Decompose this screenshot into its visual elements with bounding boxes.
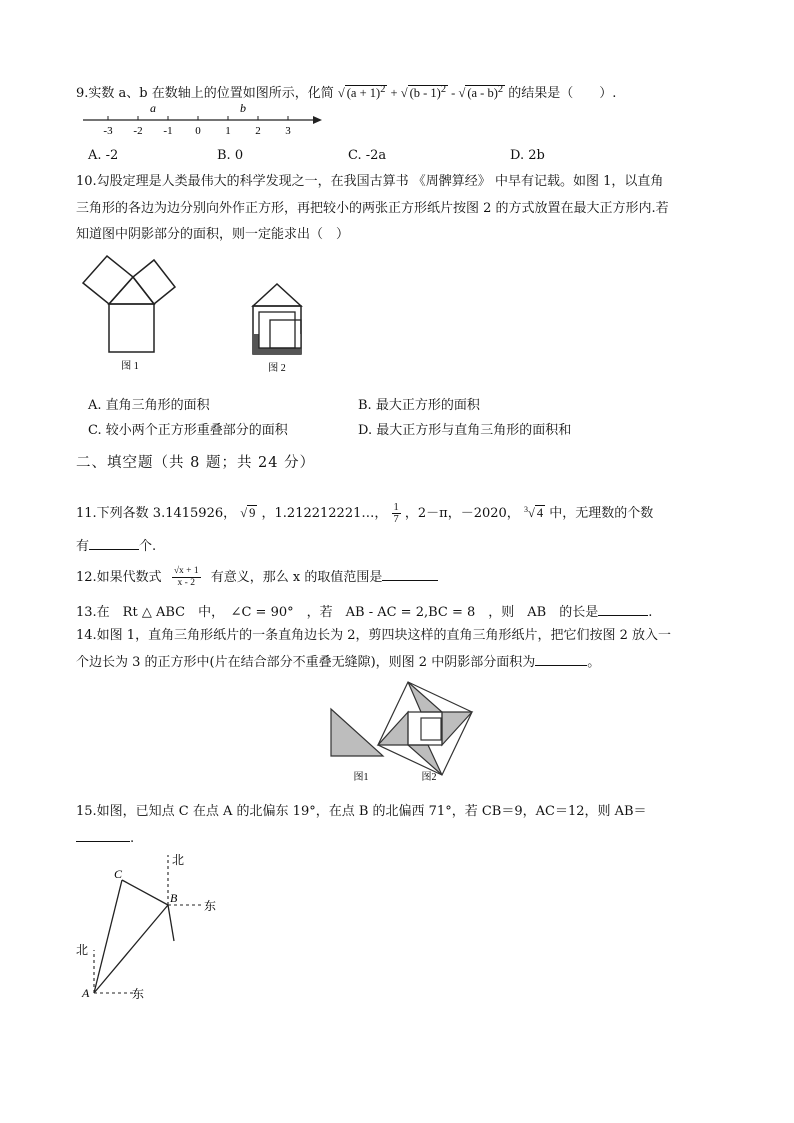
right-triangle [109,277,154,304]
q9-radicand-2: (b - 1)$^2$ [409,84,447,101]
label-east-b: 东 [204,899,217,913]
q13-line: 13.在 Rt △ ABC 中， ∠C = 90° ，若 AB - AC = 2,BC = 8 ，则 AB 的长是 . [76,601,652,623]
q15-line-1: 15.如图，已知点 C 在点 A 的北偏东 19°，在点 B 的北偏西 71°，若 CB＝9，AC＝12，则 AB＝ [76,804,647,819]
label-c: C [114,867,123,881]
tick-label: 0 [195,125,201,137]
q11-answer-blank[interactable] [89,535,139,550]
q14-answer-blank[interactable] [535,651,587,666]
q9-expression [338,85,508,100]
q10-option-d[interactable]: D. 最大正方形与直角三角形的面积和 [358,423,572,438]
q10-line-2: 三角形的各边为边分别向外作正方形，再把较小的两张正方形纸片按图 2 的方式放置在最大正方形内.若 [76,201,669,216]
label-a: A [82,986,90,1000]
q9-radicand-1: $(a + 1)^2$ [346,84,386,101]
q14-line-2: 个边长为 3 的正方形中(片在结合部分不重叠无缝隙)，则图 2 中阴影部分面积为 。 [76,651,600,673]
sqrt-sign-icon: √ [337,86,345,101]
hypotenuse-square [109,304,154,352]
q13-answer-blank[interactable] [598,601,648,616]
q9-stem-suffix: 的结果是（ ）. [508,86,617,102]
segment-cb [122,880,168,905]
q11-fraction: $\frac{1}{7}$ [393,502,399,526]
tick-label: -1 [163,125,173,137]
q14-figures [325,680,480,785]
tick-label: 1 [225,125,231,137]
tick-label: 3 [285,125,291,137]
point-b-label: b [240,101,246,115]
q14-fig1-triangle [331,709,383,756]
q10-option-c[interactable]: C. 较小两个正方形重叠部分的面积 [88,423,288,438]
left-leg-square [83,256,133,304]
q14-inner-square [421,718,441,740]
q10-option-a[interactable]: A. 直角三角形的面积 [88,398,210,413]
label-north-b: 北 [172,853,185,867]
fig1-caption: 图 1 [121,361,139,372]
q10-figure-2 [248,278,308,376]
sqrt-sign-icon: √ [458,86,466,101]
q9-stem-prefix: 9.实数 a、b 在数轴上的位置如图所示，化简 [76,86,334,102]
fig2-caption: 图 2 [268,363,286,374]
tick-label: -3 [103,125,113,137]
q9-option-a[interactable]: A. -2 [88,148,119,163]
q15-figure [72,850,232,1005]
q10-figure-1 [74,252,186,377]
q9-plus: + [390,86,398,101]
q9-minus: - [451,86,456,101]
section-2-title: 二、填空题（共 8 题；共 24 分） [76,455,316,471]
label-b: B [170,891,178,905]
q9-option-b[interactable]: B. 0 [217,148,244,163]
triangle-top [253,284,301,306]
q11-line-2: 有 个. [76,535,156,557]
q12-answer-blank[interactable] [382,566,438,581]
sqrt-sign-icon: √ [527,506,535,521]
label-north-a: 北 [76,943,89,957]
q14-fig2-caption: 图2 [421,772,437,783]
q9-radicand-3: (a - b)$^2$ [467,84,504,101]
q9-option-d[interactable]: D. 2b [510,148,545,163]
q9-option-c[interactable]: C. -2a [348,148,387,163]
sqrt-sign-icon: √ [400,86,408,101]
q12-fraction: $\frac{√x + 1}{x - 2}$ [173,566,199,588]
q11-cube-root: $^3$√ 4 [523,505,544,521]
q10-line-1: 10.勾股定理是人类最伟大的科学发现之一，在我国古算书 《周髀算经》 中早有记载。如图 1，以直角 [76,174,664,189]
tick-label: 2 [255,125,261,137]
point-a-label: a [150,101,156,115]
q9-number-line [80,100,330,140]
q11-sqrt9: √ 9 [240,506,256,521]
arrow-right-icon [313,116,322,124]
q10-option-b[interactable]: B. 最大正方形的面积 [358,398,480,413]
right-leg-square [133,260,175,304]
extension-line [168,905,174,941]
q14-line-1: 14.如图 1，直角三角形纸片的一条直角边长为 2，剪四块这样的直角三角形纸片，把它们按图 2 放入一 [76,628,672,643]
q10-line-3: 知道图中阴影部分的面积，则一定能求出（ ） [76,227,350,242]
q11-line-1: 11.下列各数 3.1415926， √ 9 ，1.212212221…， $\frac{1}{7}$ ，2－π，－2020， $^3$√ 4 中，无理数的个数 [76,502,654,526]
tick-label: -2 [133,125,143,137]
q15-line-2: . [76,827,134,849]
q12-line: 12.如果代数式 $\frac{√x + 1}{x - 2}$ 有意义，那么 x 的取值范围是 [76,566,438,589]
sqrt-sign-icon: √ [240,506,248,521]
q15-answer-blank[interactable] [76,827,130,842]
label-east-a: 东 [132,987,145,1001]
q14-fig1-caption: 图1 [353,772,369,783]
